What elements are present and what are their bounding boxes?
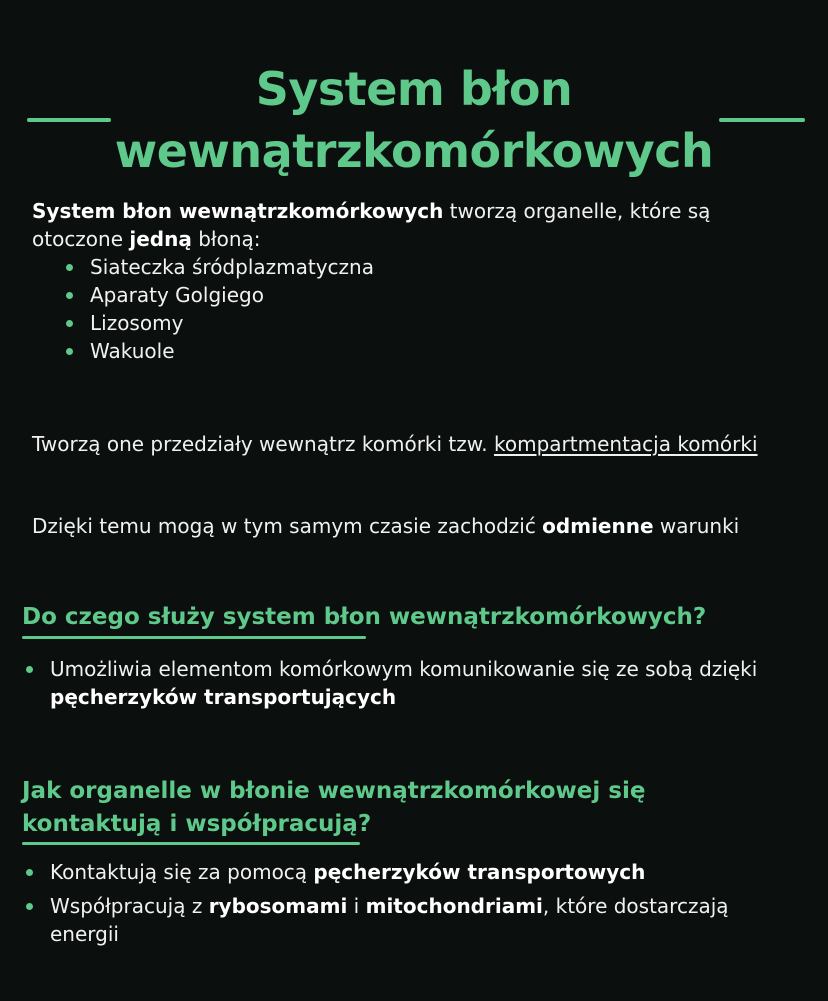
page-header: [0, 58, 828, 182]
page-title: [0, 58, 828, 182]
list-item: Lizosomy: [62, 309, 792, 337]
list-item: Wakuole: [62, 337, 792, 365]
compartment-paragraph: Tworzą one przedziały wewnątrz komórki tzw. kompartmentacja komórki: [32, 432, 758, 456]
section-1-list: [22, 655, 782, 717]
section-2-list: [22, 858, 782, 954]
organelle-list: [62, 253, 792, 365]
intro-bold-one: jedną: [129, 227, 192, 251]
title-line-2: wewnątrzkomórkowych: [114, 124, 714, 178]
list-item: Siateczka śródplazmatyczna: [62, 253, 792, 281]
list-item: Aparaty Golgiego: [62, 281, 792, 309]
title-decoration-left: [27, 118, 111, 122]
compartment-term: kompartmentacja komórki: [494, 432, 758, 456]
section-1-underline: [22, 636, 366, 639]
section-1-heading: Do czego służy system błon wewnątrzkomórkowych?: [22, 604, 707, 630]
title-decoration-right: [719, 118, 805, 122]
intro-block: [32, 197, 792, 365]
section-2-heading: Jak organelle w błonie wewnątrzkomórkowej się kontaktują i współpracują?: [22, 778, 646, 837]
section-2-underline: [22, 842, 360, 845]
list-item: Umożliwia elementom komórkowym komunikowanie się ze sobą dzięki pęcherzyków transportujących: [22, 655, 782, 711]
title-line-1: System błon: [255, 62, 573, 116]
intro-paragraph: System błon wewnątrzkomórkowych tworzą organelle, które są otoczone jedną błoną:: [32, 199, 711, 251]
conditions-bold: odmienne: [542, 514, 654, 538]
list-item: Kontaktują się za pomocą pęcherzyków transportowych: [22, 858, 782, 886]
conditions-paragraph: Dzięki temu mogą w tym samym czasie zachodzić odmienne warunki: [32, 514, 740, 538]
list-item: Współpracują z rybosomami i mitochondriami, które dostarczają energii: [22, 892, 782, 948]
intro-bold-term: System błon wewnątrzkomórkowych: [32, 199, 444, 223]
